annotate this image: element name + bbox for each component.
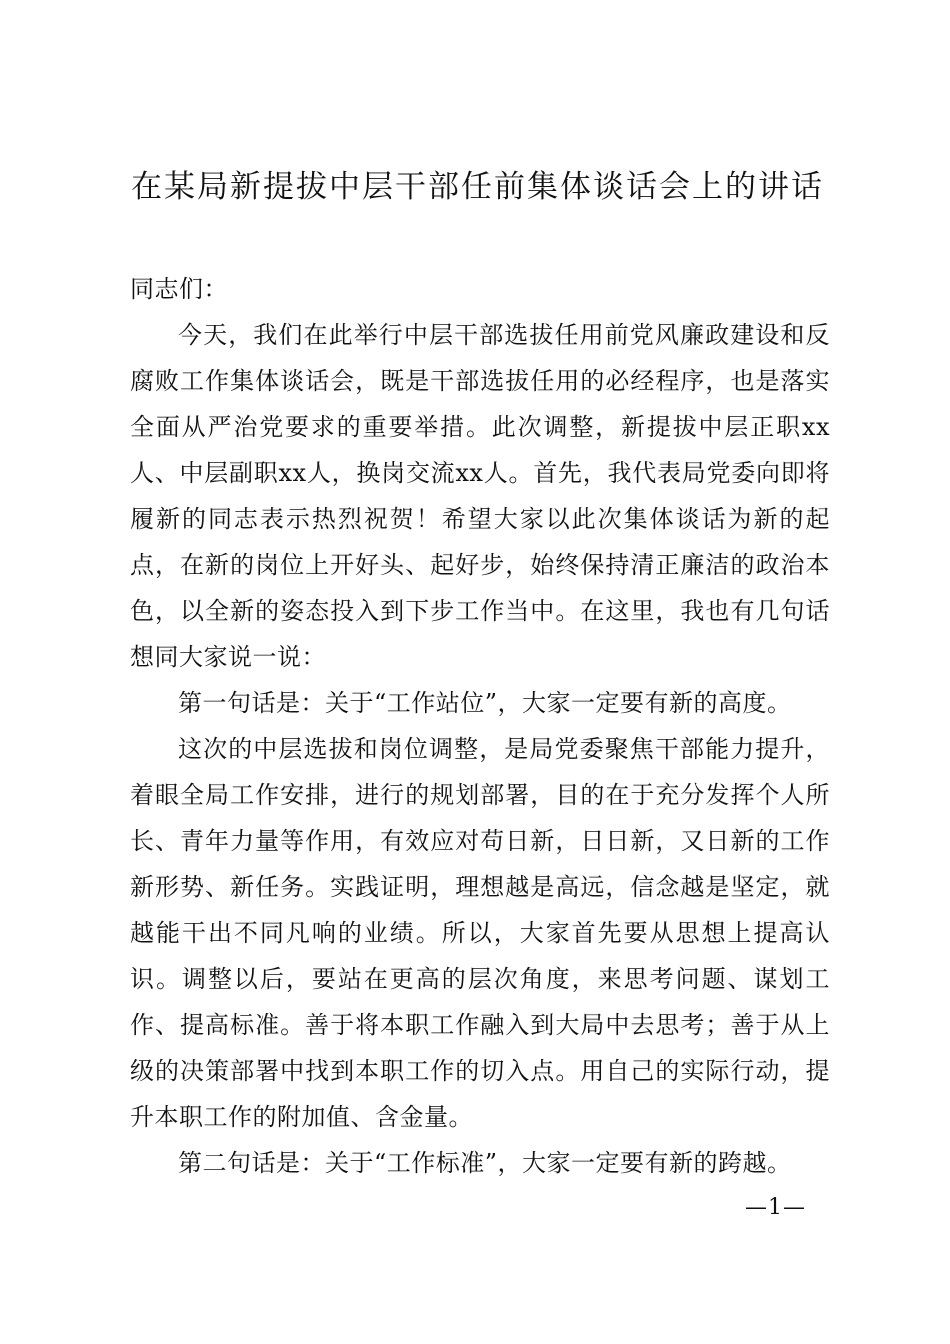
paragraph-intro: 今天，我们在此举行中层干部选拔任用前党风廉政建设和反腐败工作集体谈话会，既是干部选拔任用的必经程序，也是落实全面从严治党要求的重要举措。此次调整，新提拔中层正职xx人、中层副职xx人，换岗交流xx人。首先，我代表局党委向即将履新的同志表示热烈祝贺！希望大家以此次集体谈话为新的起点，在新的岗位上开好头、起好步，始终保持清正廉洁的政治本色，以全新的姿态投入到下步工作当中。在这里，我也有几句话想同大家说一说： (130, 321, 830, 671)
paragraph-section-1: 这次的中层选拔和岗位调整，是局党委聚焦干部能力提升，着眼全局工作安排，进行的规划部署，目的在于充分发挥个人所长、青年力量等作用，有效应对苟日新，日日新，又日新的工作新形势、新任务。实践证明，理想越是高远，信念越是坚定，就越能干出不同凡响的业绩。所以，大家首先要从思想上提高认识。调整以后，要站在更高的层次角度，来思考问题、谋划工作、提高标准。善于将本职工作融入到大局中去思考；善于从上级的决策部署中找到本职工作的切入点。用自己的实际行动，提升本职工作的附加值、含金量。 (130, 735, 830, 1131)
document-title: 在某局新提拔中层干部任前集体谈话会上的讲话 (131, 169, 824, 205)
paragraph-heading-1: 第一句话是：关于“工作站位”，大家一定要有新的高度。 (178, 689, 792, 717)
paragraph-heading-2: 第二句话是：关于“工作标准”，大家一定要有新的跨越。 (178, 1149, 792, 1177)
salutation: 同志们： (130, 275, 228, 303)
page-number: —1— (745, 1195, 806, 1220)
document-body (130, 266, 830, 1186)
